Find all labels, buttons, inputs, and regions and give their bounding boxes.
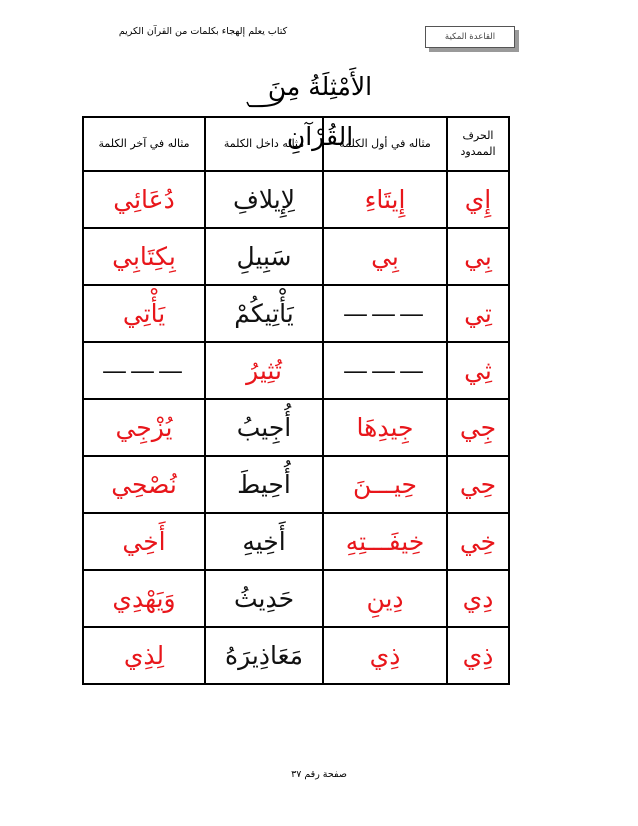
row-first: جِيدِهَا [323, 399, 447, 456]
row-letter: دِي [447, 570, 509, 627]
row-last: بِكِتَابِي [83, 228, 205, 285]
row-first: دِينِ [323, 570, 447, 627]
row-last: لِذِي [83, 627, 205, 684]
row-last: دُعَائِي [83, 171, 205, 228]
section-badge [425, 26, 515, 48]
row-letter: تِي [447, 285, 509, 342]
header-letter: الحرف الممدود [447, 117, 509, 171]
book-title: كتاب يعلم إلهجاء بكلمات من القرآن الكريم [118, 26, 288, 37]
row-letter: إِي [447, 171, 509, 228]
row-last: وَيَهْدِي [83, 570, 205, 627]
row-middle: سَبِيلِ [205, 228, 323, 285]
table-row [83, 456, 509, 513]
row-first: حِيـــنَ [323, 456, 447, 513]
row-first: ——— [323, 285, 447, 342]
page-number: صفحة رقم ٣٧ [291, 769, 347, 780]
table-row [83, 342, 509, 399]
row-middle: أُحِيطَ [205, 456, 323, 513]
row-middle: أُجِيبُ [205, 399, 323, 456]
header-last: مثاله في آخر الكلمة [83, 117, 205, 171]
table-row [83, 513, 509, 570]
row-last: نُصْحِي [83, 456, 205, 513]
row-middle: لِإِيلافِ [205, 171, 323, 228]
table-row [83, 627, 509, 684]
badge-label: القاعدة المكية [444, 32, 496, 42]
row-first: ذِي [323, 627, 447, 684]
examples-table [82, 116, 510, 685]
row-letter: خِي [447, 513, 509, 570]
row-first: خِيفَـــتِهِ [323, 513, 447, 570]
row-middle: مَعَاذِيرَهُ [205, 627, 323, 684]
table-header-row [83, 117, 509, 171]
table-row [83, 570, 509, 627]
row-last: يَأْتِي [83, 285, 205, 342]
row-middle: تُثِيرُ [205, 342, 323, 399]
row-middle: أَخِيهِ [205, 513, 323, 570]
row-middle: حَدِيثُ [205, 570, 323, 627]
row-letter: حِي [447, 456, 509, 513]
table-row [83, 399, 509, 456]
row-letter: ذِي [447, 627, 509, 684]
row-last: يُزْجِي [83, 399, 205, 456]
header-middle: مثاله داخل الكلمة [205, 117, 323, 171]
row-last: أَخِي [83, 513, 205, 570]
title-underline-swash [245, 92, 285, 112]
row-first: بِي [323, 228, 447, 285]
row-letter: بِي [447, 228, 509, 285]
row-letter: جِي [447, 399, 509, 456]
table-row [83, 228, 509, 285]
table-row [83, 285, 509, 342]
row-letter: ثِي [447, 342, 509, 399]
table-row [83, 171, 509, 228]
row-middle: يَأْتِيكُمْ [205, 285, 323, 342]
section-title: الأَمْثِلَةُ مِنَ القُرْآنِ [267, 72, 373, 151]
row-first: إِيتَاءِ [323, 171, 447, 228]
row-last: ——— [83, 342, 205, 399]
row-first: ——— [323, 342, 447, 399]
header-first: مثاله في أول الكلمة [323, 117, 447, 171]
